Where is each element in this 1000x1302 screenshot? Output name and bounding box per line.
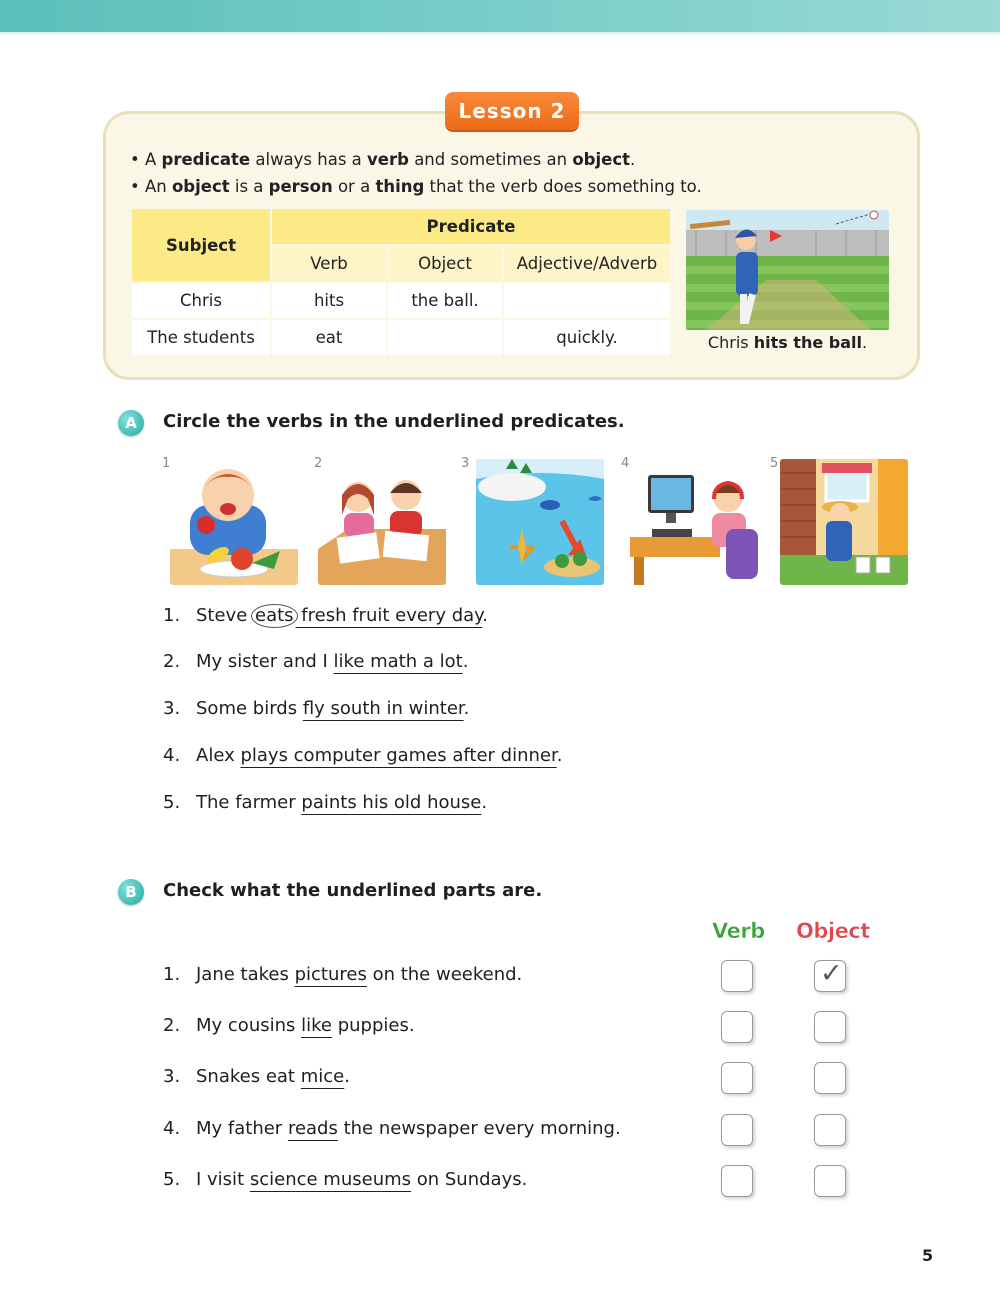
boy-eating-fruit-illustration — [170, 459, 298, 585]
object-subheader: Object — [387, 245, 503, 282]
table-cell: hits — [271, 282, 387, 319]
verb-checkbox[interactable] — [721, 1062, 753, 1094]
sentence-end: . — [463, 698, 470, 719]
rule-1 — [130, 146, 702, 173]
sentence-end: . — [481, 792, 488, 813]
verb-checkbox[interactable] — [721, 1165, 753, 1197]
sentence-text: . — [344, 1066, 350, 1087]
verb-column-label: Verb — [712, 919, 765, 943]
underlined-predicate[interactable]: like math a lot — [333, 651, 463, 672]
sentence-number: 2. — [163, 651, 181, 672]
picture-number: 5 — [770, 456, 779, 471]
rule-term: object — [171, 177, 230, 196]
underlined-part: like — [301, 1015, 332, 1036]
section-a-sentence — [163, 651, 468, 672]
sentence-subject: My sister and I — [196, 651, 334, 672]
object-checkbox[interactable] — [814, 1165, 846, 1197]
verb-checkbox[interactable] — [721, 960, 753, 992]
table-cell: the ball. — [387, 282, 503, 319]
sentence-text: My cousins — [196, 1015, 302, 1036]
adjective-adverb-subheader: Adjective/Adverb — [503, 245, 671, 282]
sentence-end: . — [556, 745, 563, 766]
object-checkbox[interactable] — [814, 1011, 846, 1043]
section-b-badge: B — [118, 879, 144, 905]
farmer-painting-illustration — [780, 459, 908, 585]
rule-text: . — [630, 150, 636, 169]
verb-subheader: Verb — [271, 245, 387, 282]
picture-number: 1 — [162, 456, 171, 471]
lesson-rules — [130, 146, 702, 200]
sentence-number: 4. — [163, 1118, 181, 1139]
grammar-table — [130, 207, 672, 357]
table-cell — [387, 319, 503, 356]
rule-term: object — [572, 150, 631, 169]
underlined-part: mice — [300, 1066, 345, 1087]
section-b-title: Check what the underlined parts are. — [163, 880, 543, 901]
table-row — [131, 282, 671, 319]
underlined-part: reads — [287, 1118, 338, 1139]
sentence-number: 3. — [163, 1066, 181, 1087]
rule-text: is a — [229, 177, 269, 196]
rule-text: and sometimes an — [408, 150, 573, 169]
sentence-subject: Alex — [196, 745, 241, 766]
sentence-number: 5. — [163, 1169, 181, 1190]
baseball-illustration — [686, 210, 889, 330]
table-cell: The students — [131, 319, 271, 356]
subject-header: Subject — [131, 208, 271, 282]
picture-number: 4 — [621, 456, 630, 471]
sentence-text: My father — [196, 1118, 288, 1139]
sentence-text: Snakes eat — [196, 1066, 301, 1087]
section-b-sentence — [163, 1066, 350, 1087]
sentence-subject: Steve — [196, 605, 254, 626]
sentence-text: Jane takes — [196, 964, 295, 985]
rule-2 — [130, 173, 702, 200]
sentence-number: 1. — [163, 964, 181, 985]
rule-text: or a — [332, 177, 376, 196]
page-number: 5 — [922, 1246, 934, 1265]
rule-text: always has a — [250, 150, 368, 169]
section-b-sentence — [163, 1118, 621, 1139]
checkmark-icon: ✓ — [820, 958, 843, 989]
object-checkbox[interactable] — [814, 960, 846, 992]
sentence-number: 4. — [163, 745, 181, 766]
section-a-sentence — [163, 745, 562, 766]
caption-text: Chris — [707, 333, 754, 352]
picture-number: 3 — [461, 456, 470, 471]
verb-checkbox[interactable] — [721, 1011, 753, 1043]
sentence-number: 5. — [163, 792, 181, 813]
section-a-title: Circle the verbs in the underlined predicates. — [163, 411, 625, 432]
picture-number: 2 — [314, 456, 323, 471]
section-a-sentence — [163, 698, 469, 719]
section-b-sentence — [163, 964, 522, 985]
sentence-end: . — [462, 651, 469, 672]
sentence-text: puppies. — [331, 1015, 415, 1036]
sentence-text: I visit — [196, 1169, 250, 1190]
circled-verb[interactable]: eats — [251, 604, 298, 628]
rule-term: verb — [367, 150, 409, 169]
baseball-caption — [686, 333, 889, 352]
section-b-sentence — [163, 1015, 415, 1036]
sentence-text: on the weekend. — [366, 964, 523, 985]
boy-computer-illustration — [630, 459, 758, 585]
rule-term: person — [268, 177, 333, 196]
sentence-subject: The farmer — [196, 792, 302, 813]
rule-text: that the verb does something to. — [424, 177, 702, 196]
underlined-part: pictures — [294, 964, 367, 985]
table-cell: quickly. — [503, 319, 671, 356]
sentence-subject: Some birds — [196, 698, 303, 719]
object-checkbox[interactable] — [814, 1114, 846, 1146]
underlined-predicate[interactable]: fly south in winter — [302, 698, 464, 719]
section-b-sentence — [163, 1169, 527, 1190]
rule-text: • An — [130, 177, 172, 196]
caption-bold: hits the ball — [753, 333, 862, 352]
predicate-header: Predicate — [271, 208, 671, 245]
underlined-part: science museums — [249, 1169, 412, 1190]
table-cell — [503, 282, 671, 319]
sentence-number: 2. — [163, 1015, 181, 1036]
object-column-label: Object — [796, 919, 870, 943]
verb-checkbox[interactable] — [721, 1114, 753, 1146]
underlined-predicate[interactable]: paints his old house — [301, 792, 482, 813]
object-checkbox[interactable] — [814, 1062, 846, 1094]
section-a-sentence — [163, 604, 488, 628]
sentence-text: the newspaper every morning. — [337, 1118, 621, 1139]
sentence-text: on Sundays. — [411, 1169, 528, 1190]
section-a-sentence — [163, 792, 487, 813]
underlined-predicate[interactable]: plays computer games after dinner — [240, 745, 557, 766]
sentence-number: 1. — [163, 605, 181, 626]
underlined-predicate[interactable]: fresh fruit every day — [295, 605, 483, 626]
sentence-end: . — [482, 605, 488, 626]
table-cell: eat — [271, 319, 387, 356]
rule-text: • A — [130, 150, 162, 169]
sentence-number: 3. — [163, 698, 181, 719]
kids-studying-illustration — [318, 459, 446, 585]
rule-term: predicate — [161, 150, 251, 169]
caption-text: . — [861, 333, 868, 352]
table-cell: Chris — [131, 282, 271, 319]
section-a-badge: A — [118, 410, 144, 436]
rule-term: thing — [375, 177, 425, 196]
birds-map-illustration — [476, 459, 604, 585]
header-band — [0, 0, 1000, 32]
lesson-badge: Lesson 2 — [445, 92, 579, 130]
table-row — [131, 319, 671, 356]
